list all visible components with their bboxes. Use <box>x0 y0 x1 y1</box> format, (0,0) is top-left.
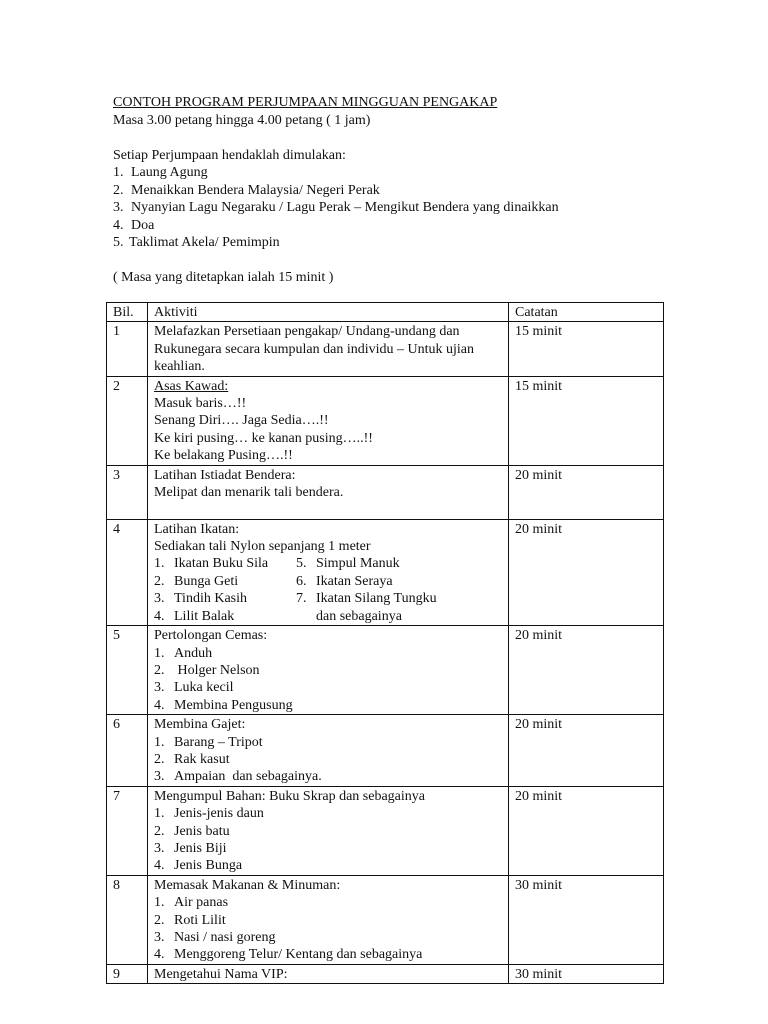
item-text: Ampaian dan sebagainya. <box>174 769 322 785</box>
table-header-row <box>107 303 664 322</box>
item-text: Bunga Geti <box>174 573 239 589</box>
opening-item <box>113 182 713 200</box>
item-number: 2. <box>154 662 165 678</box>
document-intro <box>113 94 713 287</box>
activity-cell <box>148 322 509 376</box>
activity-cell <box>148 465 509 519</box>
item-text: Laung Agung <box>131 165 208 180</box>
activity-cell <box>148 786 509 875</box>
item-number: 2. <box>113 182 124 198</box>
item-text: Doa <box>131 217 155 233</box>
activity-line: Pertolongan Cemas: <box>154 628 268 644</box>
item-text: Rak kasut <box>174 751 230 767</box>
duration-cell: 15 minit <box>509 376 664 465</box>
list-item <box>154 697 502 714</box>
table-row <box>107 626 664 715</box>
knot-pair <box>154 590 502 607</box>
knot-pair <box>154 555 502 572</box>
item-text: Taklimat Akela/ Pemimpin <box>129 235 280 250</box>
activity-line: Rukunegara secara kumpulan dan individu – Untuk ujian <box>154 341 474 357</box>
item-number: 4. <box>154 947 165 963</box>
item-text: Jenis Bunga <box>174 858 243 874</box>
activity-line: Ke belakang Pusing….!! <box>154 448 293 464</box>
item-text: Ikatan Buku Sila <box>174 556 269 572</box>
row-number: 6 <box>107 715 148 787</box>
list-item <box>154 645 502 662</box>
duration-cell: 20 minit <box>509 626 664 715</box>
knot-pair <box>154 608 502 625</box>
heading-text: Asas Kawad: <box>154 378 229 394</box>
item-text: Roti Lilit <box>174 912 226 928</box>
activity-line: Memasak Makanan & Minuman: <box>154 877 341 893</box>
item-text: dan sebagainya <box>316 608 402 624</box>
item-number: 1. <box>154 895 165 911</box>
item-text: Nyanyian Lagu Negaraku / Lagu Perak – Mengikut Bendera yang dinaikkan <box>131 200 559 215</box>
item-number: 1. <box>154 806 165 822</box>
item-text: Luka kecil <box>174 680 234 696</box>
duration-cell: 20 minit <box>509 465 664 519</box>
item-number: 3. <box>154 840 165 856</box>
item-text: Menggoreng Telur/ Kentang dan sebagainya <box>174 947 423 963</box>
activity-cell <box>148 715 509 787</box>
item-number: 2. <box>154 823 165 839</box>
item-number: 3. <box>113 200 124 215</box>
activity-line: Senang Diri…. Jaga Sedia….!! <box>154 413 329 429</box>
list-item <box>154 768 502 785</box>
table-row <box>107 715 664 787</box>
activity-line: Membina Gajet: <box>154 717 246 733</box>
item-text: Holger Nelson <box>174 662 260 678</box>
list-item <box>154 805 502 822</box>
item-number: 3. <box>154 680 165 696</box>
item-number: 4. <box>154 697 165 713</box>
opening-item <box>113 217 713 235</box>
item-number: 4. <box>154 858 165 874</box>
item-number: 4. <box>154 608 165 624</box>
table-row <box>107 875 664 964</box>
row-number: 8 <box>107 875 148 964</box>
item-text: Jenis batu <box>174 823 230 839</box>
list-item <box>154 929 502 946</box>
row-number: 2 <box>107 376 148 465</box>
item-text: Nasi / nasi goreng <box>174 930 276 945</box>
table-row <box>107 322 664 376</box>
table-row <box>107 519 664 625</box>
item-number: 3. <box>154 591 165 607</box>
header-aktiviti: Aktiviti <box>148 303 509 322</box>
document-title: CONTOH PROGRAM PERJUMPAAN MINGGUAN PENGAKAP <box>113 95 498 110</box>
activity-heading <box>154 378 502 395</box>
activity-line: keahlian. <box>154 359 205 375</box>
header-catatan: Catatan <box>509 303 664 322</box>
activity-line: Melafazkan Persetiaan pengakap/ Undang-undang dan <box>154 324 460 340</box>
row-number: 9 <box>107 964 148 983</box>
opening-intro: Setiap Perjumpaan hendaklah dimulakan: <box>113 147 346 163</box>
item-text: Ikatan Silang Tungku <box>316 591 437 607</box>
list-item <box>154 857 502 874</box>
table-row <box>107 376 664 465</box>
activity-line: Latihan Ikatan: <box>154 521 240 537</box>
opening-item <box>113 199 713 217</box>
activity-cell <box>148 964 509 983</box>
item-number: 2. <box>154 912 165 928</box>
list-item <box>154 840 502 857</box>
header-bil: Bil. <box>107 303 148 322</box>
item-number: 1. <box>113 165 124 180</box>
opening-item <box>113 164 713 182</box>
activity-line: Mengetahui Nama VIP: <box>154 966 288 982</box>
table-row <box>107 964 664 983</box>
item-number: 5. <box>113 235 124 250</box>
item-text: Anduh <box>174 645 213 661</box>
meeting-time: Masa 3.00 petang hingga 4.00 petang ( 1 jam) <box>113 112 371 128</box>
item-number: 4. <box>113 217 124 233</box>
list-item <box>154 734 502 751</box>
opening-item <box>113 234 713 252</box>
table-row <box>107 465 664 519</box>
item-number: 6. <box>296 573 307 589</box>
list-item <box>154 946 502 963</box>
row-number: 7 <box>107 786 148 875</box>
activity-line: Melipat dan menarik tali bendera. <box>154 485 344 501</box>
activity-line: Mengumpul Bahan: Buku Skrap dan sebagainya <box>154 788 426 804</box>
program-table <box>106 302 664 984</box>
list-item <box>154 751 502 768</box>
duration-cell: 20 minit <box>509 786 664 875</box>
list-item <box>154 912 502 929</box>
activity-cell <box>148 519 509 625</box>
activity-line: Sediakan tali Nylon sepanjang 1 meter <box>154 539 371 555</box>
row-number: 3 <box>107 465 148 519</box>
item-number: 7. <box>296 591 307 607</box>
list-item <box>154 823 502 840</box>
list-item <box>154 662 502 679</box>
duration-cell: 30 minit <box>509 875 664 964</box>
item-text: Jenis-jenis daun <box>174 806 264 822</box>
duration-cell: 20 minit <box>509 519 664 625</box>
item-text: Simpul Manuk <box>316 556 400 572</box>
duration-cell: 20 minit <box>509 715 664 787</box>
activity-cell <box>148 626 509 715</box>
row-number: 5 <box>107 626 148 715</box>
item-number: 1. <box>154 645 165 661</box>
item-text: Ikatan Seraya <box>316 573 393 589</box>
item-number: 3. <box>154 930 165 945</box>
row-number: 1 <box>107 322 148 376</box>
item-text: Jenis Biji <box>174 840 227 856</box>
duration-cell: 30 minit <box>509 964 664 983</box>
activity-line: Masuk baris…!! <box>154 396 247 412</box>
duration-cell: 15 minit <box>509 322 664 376</box>
item-text: Membina Pengusung <box>174 697 293 713</box>
knot-pair <box>154 573 502 590</box>
item-number: 1. <box>154 556 165 572</box>
list-item <box>154 679 502 696</box>
item-text: Lilit Balak <box>174 608 235 624</box>
item-number: 2. <box>154 573 165 589</box>
item-number: 3. <box>154 769 165 785</box>
table-row <box>107 786 664 875</box>
list-item <box>154 894 502 911</box>
item-text: Menaikkan Bendera Malaysia/ Negeri Perak <box>131 182 380 198</box>
activity-line: Ke kiri pusing… ke kanan pusing…..!! <box>154 430 373 446</box>
time-note: ( Masa yang ditetapkan ialah 15 minit ) <box>113 270 334 285</box>
activity-line: Latihan Istiadat Bendera: <box>154 467 296 483</box>
item-text: Barang – Tripot <box>174 734 263 750</box>
activity-cell <box>148 376 509 465</box>
row-number: 4 <box>107 519 148 625</box>
item-number: 2. <box>154 751 165 767</box>
item-text: Tindih Kasih <box>174 591 248 607</box>
item-text: Air panas <box>174 895 229 911</box>
item-number: 1. <box>154 734 165 750</box>
item-number: 5. <box>296 556 307 572</box>
activity-cell <box>148 875 509 964</box>
